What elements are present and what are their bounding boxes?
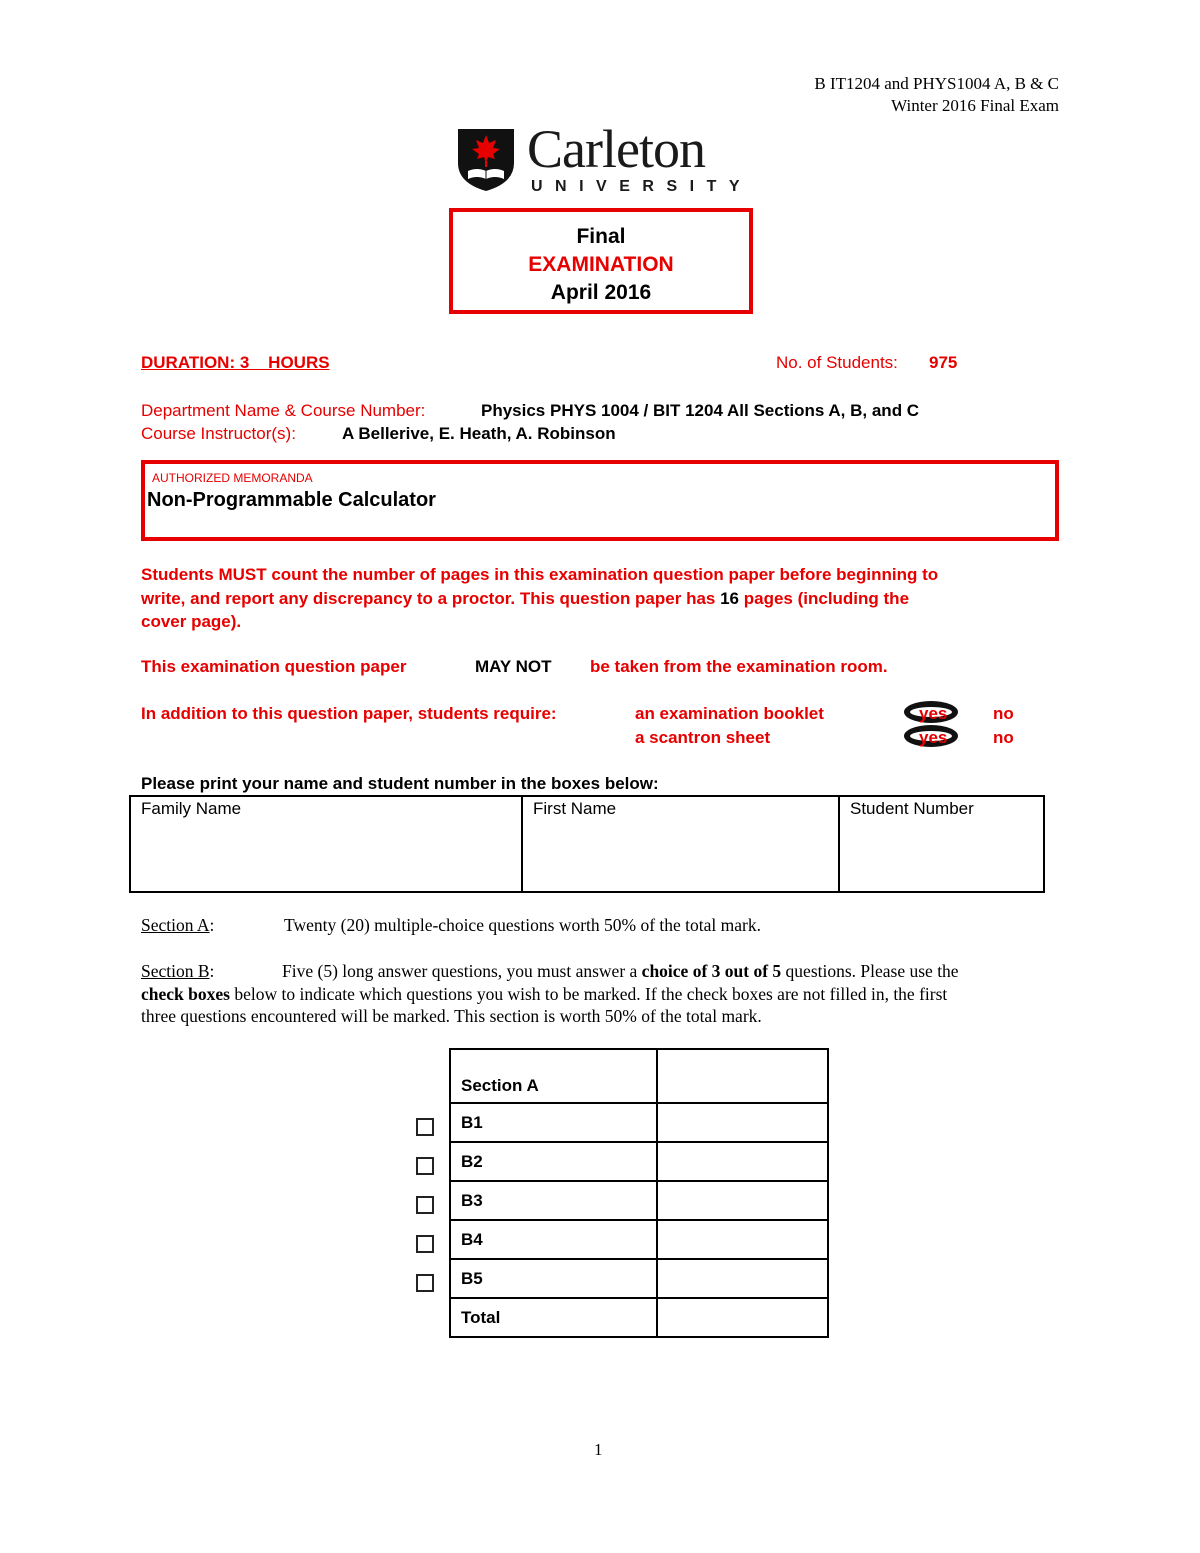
mark-cell[interactable]: [657, 1049, 828, 1103]
checkbox-b4[interactable]: [416, 1235, 434, 1253]
name-boxes-table: [129, 795, 1045, 893]
notice-line-2a: write, and report any discrepancy to a proctor. This question paper has: [141, 588, 721, 608]
row-label: B2: [450, 1142, 657, 1181]
section-b-choice: choice of 3 out of 5: [641, 961, 782, 981]
section-a-label: Section A: [141, 915, 210, 935]
header-exam: Winter 2016 Final Exam: [891, 96, 1059, 115]
checkbox-b1[interactable]: [416, 1118, 434, 1136]
marks-table: [449, 1048, 829, 1338]
row-label: B1: [450, 1103, 657, 1142]
row-label: B4: [450, 1220, 657, 1259]
scantron-yes: yes: [919, 728, 948, 747]
notice-line-2: [141, 587, 1071, 611]
require-label: In addition to this question paper, students require:: [141, 704, 557, 723]
mark-cell[interactable]: [657, 1259, 828, 1298]
room-notice-a: This examination question paper: [141, 657, 407, 676]
table-row: [450, 1298, 828, 1337]
mark-cell[interactable]: [657, 1103, 828, 1142]
title-examination: EXAMINATION: [528, 253, 674, 276]
section-b-line-2b: below to indicate which questions you wish to be marked. If the check boxes are not filled in, the first: [229, 984, 948, 1004]
first-name-box[interactable]: [522, 796, 839, 892]
title-final: Final: [576, 225, 626, 248]
scantron-no: no: [993, 728, 1014, 747]
header-course: B IT1204 and PHYS1004 A, B & C: [814, 74, 1059, 93]
mark-cell[interactable]: [657, 1142, 828, 1181]
section-b-heading: Section B:: [141, 961, 215, 981]
row-label: Section A: [450, 1049, 657, 1103]
duration: DURATION: 3 HOURS: [141, 353, 330, 372]
room-notice-c: be taken from the examination room.: [590, 657, 888, 676]
page-number: 1: [594, 1440, 603, 1459]
require-booklet: an examination booklet: [635, 704, 824, 723]
dept-value: Physics PHYS 1004 / BIT 1204 All Sections A, B, and C: [481, 401, 920, 420]
logo-name: Carleton: [527, 119, 705, 179]
students-label: No. of Students:: [776, 353, 898, 372]
section-a-text: Twenty (20) multiple-choice questions worth 50% of the total mark.: [284, 915, 761, 935]
table-row: [450, 1142, 828, 1181]
title-box: [449, 208, 753, 314]
page-count: 16: [720, 588, 740, 608]
table-row: [450, 1259, 828, 1298]
checkbox-b2[interactable]: [416, 1157, 434, 1175]
row-label: B5: [450, 1259, 657, 1298]
carleton-shield-logo: [456, 127, 516, 193]
table-row: [450, 1049, 828, 1103]
notice-line-1: Students MUST count the number of pages in this examination question paper before beginning to: [141, 565, 939, 584]
title-date: April 2016: [550, 281, 652, 304]
section-b-line-1a: Five (5) long answer questions, you must answer a: [282, 961, 642, 981]
section-b-label: Section B: [141, 961, 210, 981]
mark-cell[interactable]: [657, 1298, 828, 1337]
dept-label: Department Name & Course Number:: [141, 401, 426, 420]
row-label: Total: [450, 1298, 657, 1337]
section-b-line-2: [141, 984, 947, 1005]
section-b-line-1: [282, 961, 959, 982]
student-number-label: Student Number: [850, 799, 974, 818]
checkbox-b5[interactable]: [416, 1274, 434, 1292]
name-prompt: Please print your name and student number in the boxes below:: [141, 774, 659, 793]
family-name-box[interactable]: [130, 796, 522, 892]
student-number-box[interactable]: [839, 796, 1044, 892]
notice-line-3: cover page).: [141, 612, 242, 631]
mark-cell[interactable]: [657, 1220, 828, 1259]
students-value: 975: [929, 353, 958, 372]
table-row: [450, 1181, 828, 1220]
memoranda-value: Non-Programmable Calculator: [147, 489, 436, 511]
require-scantron: a scantron sheet: [635, 728, 771, 747]
table-row: [450, 1220, 828, 1259]
section-a-heading: Section A:: [141, 915, 215, 935]
family-name-label: Family Name: [141, 799, 242, 818]
table-row: [450, 1103, 828, 1142]
section-b-line-3: three questions encountered will be marked. This section is worth 50% of the total mark.: [141, 1006, 762, 1026]
page-count-notice: [141, 563, 1071, 634]
instructor-label: Course Instructor(s):: [141, 424, 296, 443]
row-label: B3: [450, 1181, 657, 1220]
notice-line-2b: pages (including the: [739, 588, 910, 608]
room-notice-may-not: MAY NOT: [475, 657, 552, 676]
section-b-line-1c: questions. Please use the: [781, 961, 959, 981]
section-b-check-boxes: check boxes: [141, 984, 230, 1004]
memoranda-label: AUTHORIZED MEMORANDA: [152, 471, 313, 485]
checkbox-b3[interactable]: [416, 1196, 434, 1214]
booklet-yes: yes: [919, 704, 948, 723]
mark-cell[interactable]: [657, 1181, 828, 1220]
instructor-value: A Bellerive, E. Heath, A. Robinson: [342, 424, 616, 443]
booklet-no: no: [993, 704, 1014, 723]
logo-subtitle: UNIVERSITY: [531, 178, 753, 195]
first-name-label: First Name: [533, 799, 617, 818]
